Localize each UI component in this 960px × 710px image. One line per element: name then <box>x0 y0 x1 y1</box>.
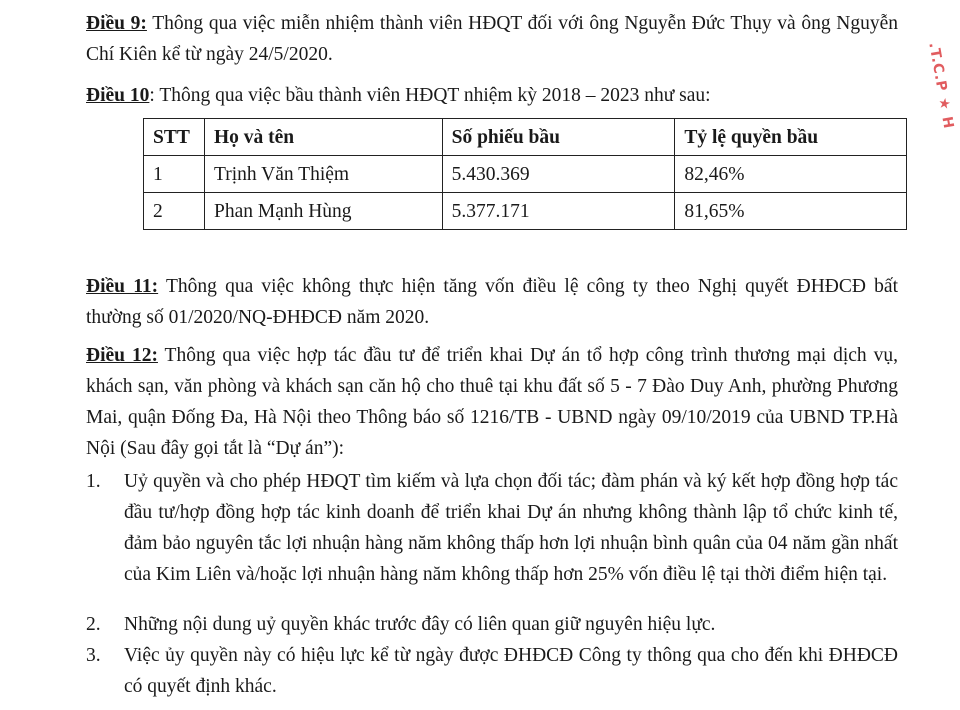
article-12-label: Điều 12: <box>86 345 158 366</box>
table-header-row <box>144 119 907 156</box>
article-9-label: Điều 9: <box>86 13 147 34</box>
header-votes: Số phiếu bầu <box>442 119 675 156</box>
article-10-label: Điều 10 <box>86 85 150 106</box>
table-row <box>144 156 907 193</box>
header-ratio: Tỷ lệ quyền bầu <box>675 119 907 156</box>
list-item-text: Việc ủy quyền này có hiệu lực kể từ ngày được ĐHĐCĐ Công ty thông qua cho đến khi ĐHĐCĐ có quyết định khác. <box>124 645 898 697</box>
list-item-text: Uỷ quyền và cho phép HĐQT tìm kiếm và lựa chọn đối tác; đàm phán và ký kết hợp đồng hợp tác đầu tư/hợp đồng hợp tác kinh doanh để triển khai Dự án nhưng không thành lập tổ chức kinh tế, đảm bảo nguyên tắc lợi nhuận hàng năm không thấp hơn lợi nhuận bình quân của 04 năm gần nhất của Kim Liên và/hoặc lợi nhuận hàng năm không thấp hơn 25% vốn điều lệ tại thời điểm hiện tại. <box>124 471 898 585</box>
header-name: Họ và tên <box>204 119 442 156</box>
election-results-table <box>143 118 907 230</box>
list-item-number: 2. <box>86 614 101 635</box>
table-row <box>144 193 907 230</box>
article-12-text: Thông qua việc hợp tác đầu tư để triển khai Dự án tổ hợp công trình thương mại dịch vụ, khách sạn, văn phòng và khách sạn căn hộ cho thuê tại khu đất số 5 - 7 Đào Duy Anh, phường Phương Mai, quận Đống Đa, Hà Nội theo Thông báo số 1216/TB - UBND ngày 09/10/2019 của UBND TP.Hà Nội (Sau đây gọi tắt là “Dự án”): <box>86 345 899 459</box>
cell-ratio: 81,65% <box>675 193 907 230</box>
company-seal-stamp <box>920 30 957 160</box>
article-11 <box>86 271 898 333</box>
article-9 <box>86 8 898 70</box>
list-item-number: 3. <box>86 645 101 666</box>
cell-ratio: 82,46% <box>675 156 907 193</box>
cell-votes: 5.377.171 <box>442 193 675 230</box>
article-10 <box>86 80 916 111</box>
cell-name: Phan Mạnh Hùng <box>204 193 442 230</box>
article-12 <box>86 340 898 464</box>
cell-votes: 5.430.369 <box>442 156 675 193</box>
list-item-text: Những nội dung uỷ quyền khác trước đây có liên quan giữ nguyên hiệu lực. <box>124 614 716 635</box>
cell-stt: 2 <box>144 193 205 230</box>
article-11-text: Thông qua việc không thực hiện tăng vốn điều lệ công ty theo Nghị quyết ĐHĐCĐ bất thường số 01/2020/NQ-ĐHĐCĐ năm 2020. <box>86 276 898 328</box>
article-9-text: Thông qua việc miễn nhiệm thành viên HĐQT đối với ông Nguyễn Đức Thụy và ông Nguyễn Chí Kiên kể từ ngày 24/5/2020. <box>86 13 898 65</box>
cell-name: Trịnh Văn Thiệm <box>204 156 442 193</box>
header-stt: STT <box>144 119 205 156</box>
cell-stt: 1 <box>144 156 205 193</box>
article-11-label: Điều 11: <box>86 276 159 297</box>
stamp-text: .T.C.P ★ H <box>925 41 957 131</box>
list-item-number: 1. <box>86 471 101 492</box>
article-10-text: : Thông qua việc bầu thành viên HĐQT nhiệm kỳ 2018 – 2023 như sau: <box>149 85 711 106</box>
